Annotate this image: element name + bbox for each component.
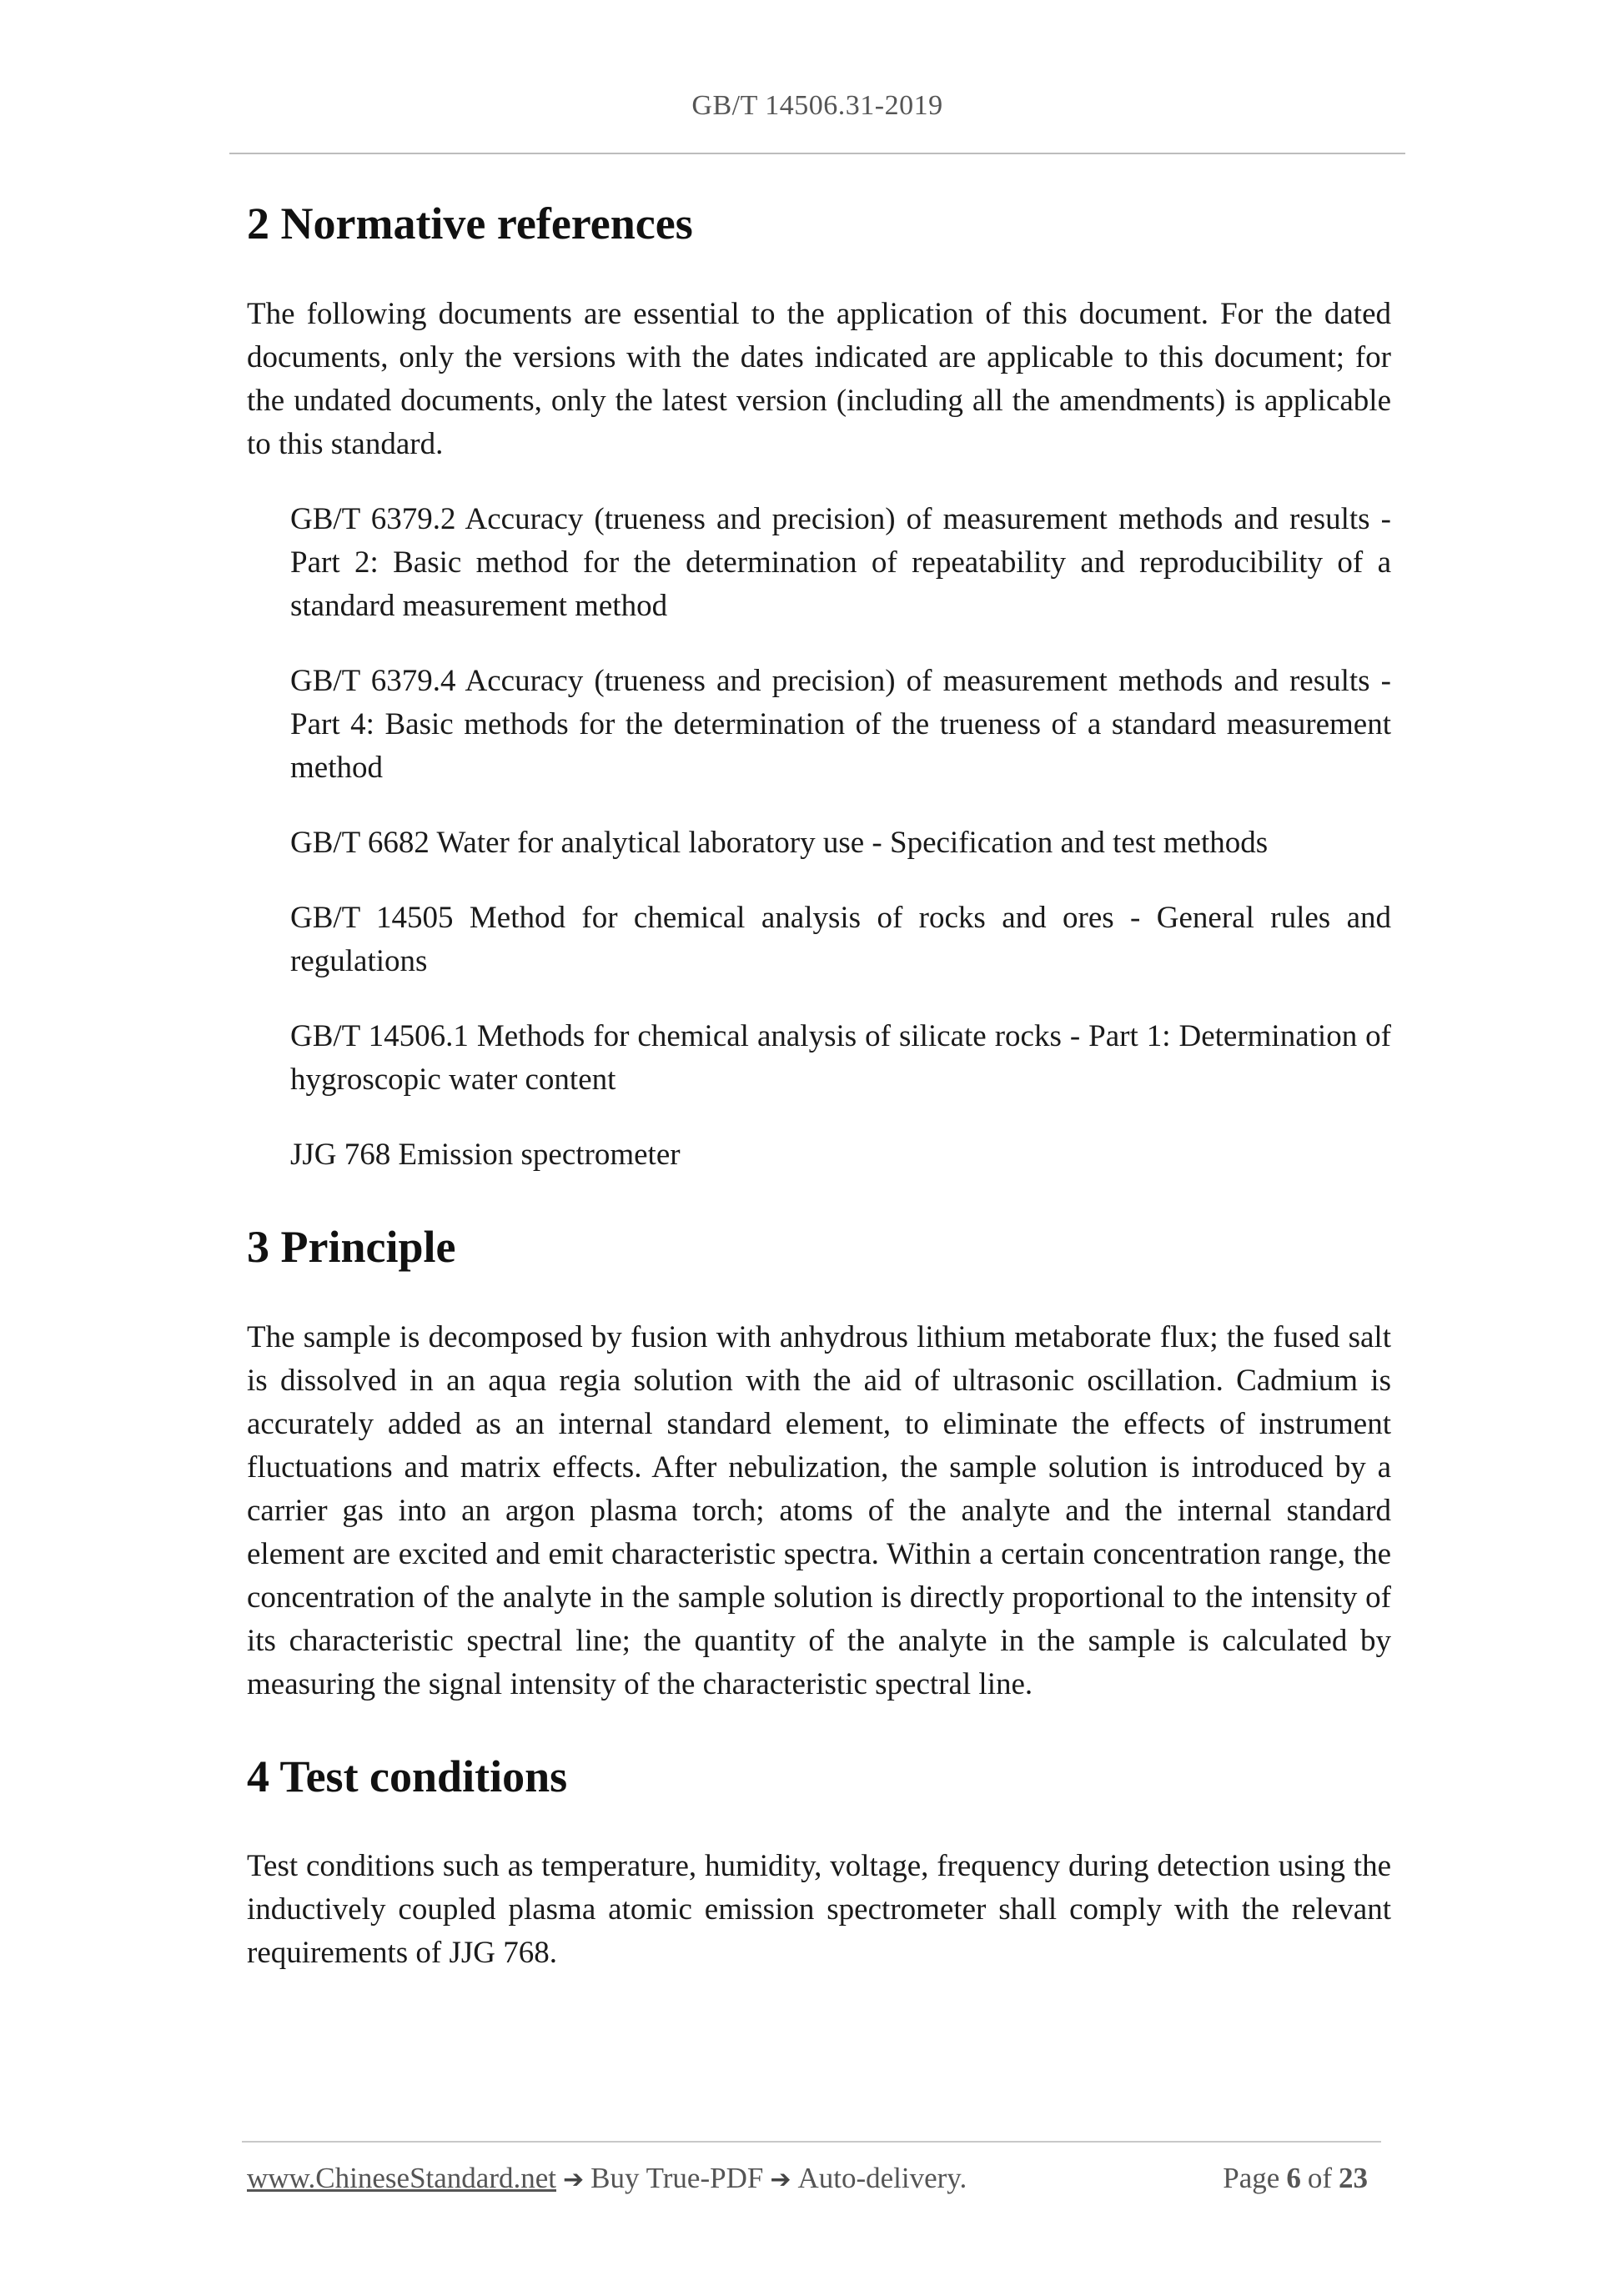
reference-item: GB/T 14506.1 Methods for chemical analysis of silicate rocks - Part 1: Determination of hygroscopic water content	[290, 1018, 1391, 1097]
page-number: 6	[1286, 2162, 1301, 2194]
reference-item: JJG 768 Emission spectrometer	[290, 1137, 681, 1172]
normative-references-intro: The following documents are essential to the application of this document. For the dated documents, only the versions with the dates indicated are applicable to this document; for the undated documents, only the latest version (including all the amendments) is applicable to this standard.	[247, 296, 1391, 461]
reference-item: GB/T 6379.4 Accuracy (trueness and precision) of measurement methods and results - Part 4: Basic methods for the determination of the trueness of a standard measurement method	[290, 663, 1391, 785]
footer-promo	[247, 2162, 967, 2195]
page-label: Page	[1223, 2162, 1280, 2194]
page-indicator	[1223, 2162, 1374, 2195]
document-body	[247, 197, 1391, 1975]
delivery-text: Auto-delivery.	[797, 2162, 967, 2194]
right-arrow-icon: ➔	[770, 2165, 791, 2194]
site-link[interactable]: www.ChineseStandard.net	[247, 2162, 556, 2194]
reference-item: GB/T 6379.2 Accuracy (trueness and precision) of measurement methods and results - Part 2: Basic method for the determination of repeatability and reproducibility of a standard measurement method	[290, 501, 1391, 623]
total-pages: 23	[1339, 2162, 1368, 2194]
principle-paragraph: The sample is decomposed by fusion with anhydrous lithium metaborate flux; the fused salt is dissolved in an aqua regia solution with the aid of ultrasonic oscillation. Cadmium is accurately added as an internal standard element, to eliminate the effects of instrument fluctuations and matrix effects. After nebulization, the sample solution is introduced by a carrier gas into an argon plasma torch; atoms of the analyte and the internal standard element are excited and emit characteristic spectra. Within a certain concentration range, the concentration of the analyte in the sample solution is directly proportional to the intensity of its characteristic spectral line; the quantity of the analyte in the sample is calculated by measuring the signal intensity of the characteristic spectral line.	[247, 1319, 1391, 1701]
test-conditions-paragraph: Test conditions such as temperature, humidity, voltage, frequency during detection using the inductively coupled plasma atomic emission spectrometer shall comply with the relevant requirements of JJG 768.	[247, 1849, 1391, 1971]
section-heading-principle: 3 Principle	[247, 1221, 456, 1272]
right-arrow-icon: ➔	[563, 2165, 585, 2194]
standard-code: GB/T 14506.31-2019	[691, 90, 943, 121]
reference-item: GB/T 14505 Method for chemical analysis of rocks and ores - General rules and regulations	[290, 900, 1391, 978]
header-divider	[229, 153, 1405, 154]
buy-text: Buy True-PDF	[590, 2162, 764, 2194]
footer-divider	[242, 2141, 1381, 2143]
of-label: of	[1307, 2162, 1332, 2194]
page-header	[229, 90, 1405, 122]
reference-list	[247, 498, 1391, 1177]
section-heading-test-conditions: 4 Test conditions	[247, 1751, 568, 1801]
reference-item: GB/T 6682 Water for analytical laboratory use - Specification and test methods	[290, 825, 1269, 860]
section-heading-normative-references: 2 Normative references	[247, 198, 693, 249]
